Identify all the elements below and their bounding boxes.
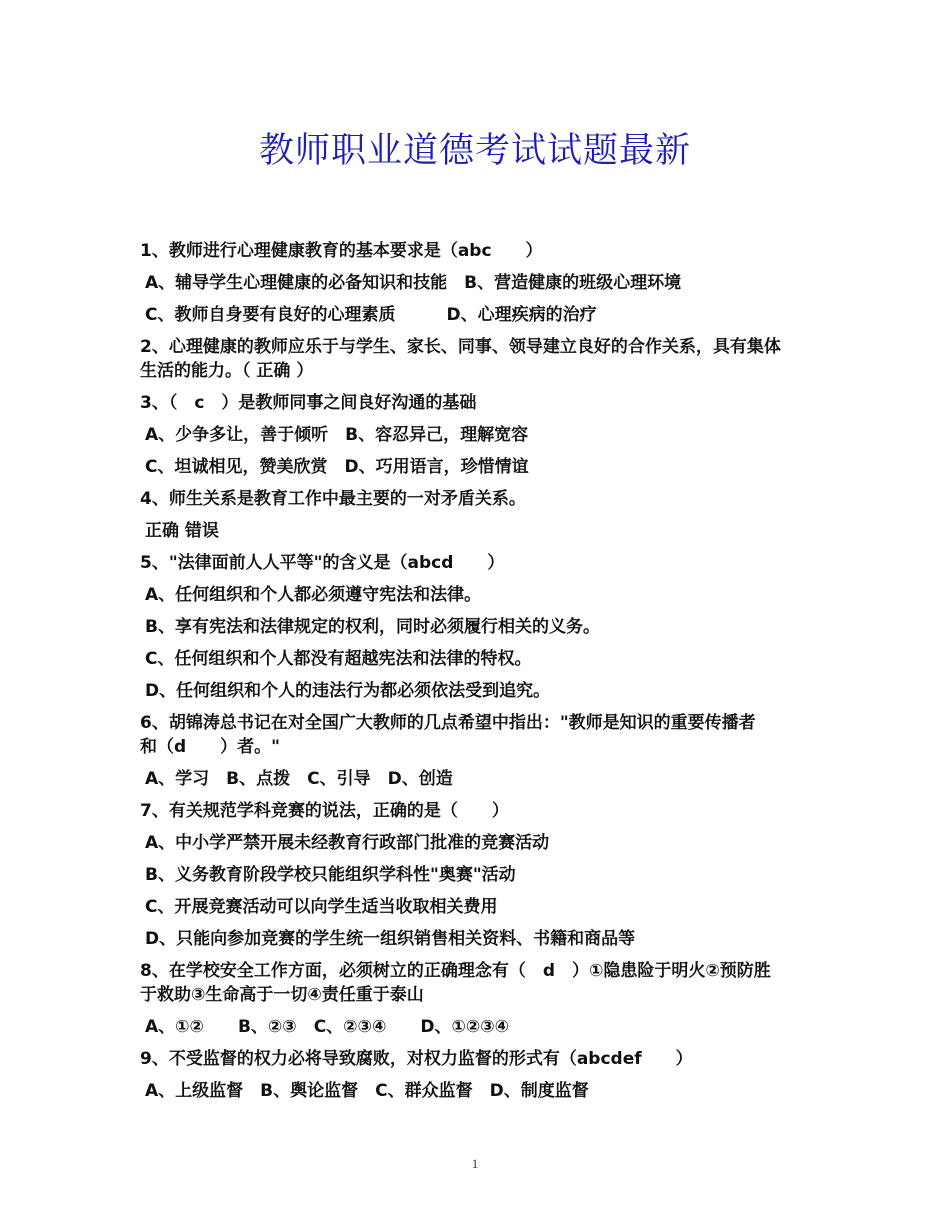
question-7-option-a: A、中小学严禁开展未经教育行政部门批准的竞赛活动 [145,833,550,853]
question-5: 5、"法律面前人人平等"的含义是（abcd ） [140,553,505,573]
question-7: 7、有关规范学科竞赛的说法，正确的是（ ） [140,801,509,821]
question-3-options-ab: A、少争多让，善于倾听 B、容忍异己，理解宽容 [145,425,529,445]
question-1-options-ab: A、辅导学生心理健康的必备知识和技能 B、营造健康的班级心理环境 [145,273,682,293]
question-5-option-c: C、任何组织和个人都没有超越宪法和法律的特权。 [145,649,532,669]
question-7-option-c: C、开展竞赛活动可以向学生适当收取相关费用 [145,897,498,917]
question-4: 4、师生关系是教育工作中最主要的一对矛盾关系。 [140,489,526,509]
question-5-option-a: A、任何组织和个人都必须遵守宪法和法律。 [145,585,482,605]
question-5-option-b: B、享有宪法和法律规定的权利，同时必须履行相关的义务。 [145,617,600,637]
question-2-line-1: 2、心理健康的教师应乐于与学生、家长、同事、领导建立良好的合作关系，具有集体 [140,337,781,357]
question-6-line-2: 和（d ）者。" [140,737,281,757]
question-5-option-d: D、任何组织和个人的违法行为都必须依法受到追究。 [145,681,551,701]
question-3: 3、（ c ）是教师同事之间良好沟通的基础 [140,393,477,413]
question-3-options-cd: C、坦诚相见，赞美欣赏 D、巧用语言，珍惜情谊 [145,457,529,477]
question-6-options: A、学习 B、点拨 C、引导 D、创造 [145,769,453,789]
question-8-line-1: 8、在学校安全工作方面，必须树立的正确理念有（ d ）①隐患险于明火②预防胜 [140,961,771,981]
question-8-options: A、①② B、②③ C、②③④ D、①②③④ [145,1017,510,1037]
document-title: 教师职业道德考试试题最新 [258,131,691,171]
question-9-options: A、上级监督 B、舆论监督 C、群众监督 D、制度监督 [145,1081,589,1101]
question-8-line-2: 于救助③生命高于一切④责任重于泰山 [140,985,424,1005]
question-6-line-1: 6、胡锦涛总书记在对全国广大教师的几点希望中指出："教师是知识的重要传播者 [140,713,756,733]
page-number: 1 [471,1156,479,1171]
question-9: 9、不受监督的权力必将导致腐败，对权力监督的形式有（abcdef ） [140,1049,693,1069]
question-4-answer: 正确 错误 [145,521,219,541]
question-7-option-d: D、只能向参加竞赛的学生统一组织销售相关资料、书籍和商品等 [145,929,636,949]
question-2-line-2: 生活的能力。（ 正确 ） [140,361,314,381]
question-1-options-cd: C、教师自身要有良好的心理素质 D、心理疾病的治疗 [145,305,597,325]
question-7-option-b: B、义务教育阶段学校只能组织学科性"奥赛"活动 [145,865,516,885]
question-1: 1、教师进行心理健康教育的基本要求是（abc ） [140,241,543,261]
